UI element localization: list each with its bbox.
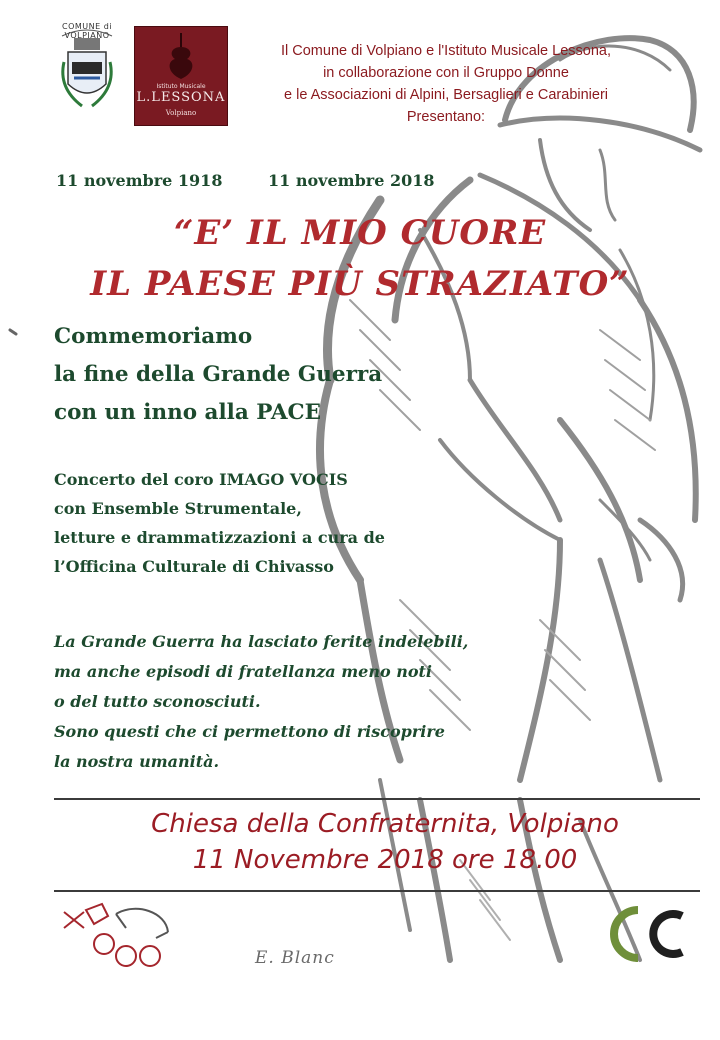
date-start: 11 novembre 1918 <box>56 171 223 190</box>
artist-signature: E. Blanc <box>255 948 335 968</box>
italic-quote <box>54 627 468 777</box>
commemoration-headline <box>54 318 382 432</box>
date-end: 11 novembre 2018 <box>268 171 435 190</box>
concert-line: con Ensemble Strumentale, <box>54 499 302 518</box>
officina-o-icon <box>614 910 638 958</box>
headline-line: con un inno alla PACE <box>54 400 322 425</box>
officina-culturale-logo <box>608 902 692 966</box>
presenters-line: Il Comune di Volpiano e l'Istituto Musicale Lessona, <box>280 43 611 59</box>
title-line-2: IL PAESE PIÙ STRAZIATO” <box>90 264 630 304</box>
divider-bottom <box>54 890 700 892</box>
concert-line: l’Officina Culturale di Chivasso <box>54 557 334 576</box>
officina-c-icon <box>653 914 682 954</box>
concert-details <box>54 465 385 581</box>
lessona-name: L.LESSONA <box>136 90 226 105</box>
volpiano-crest-logo <box>42 22 132 118</box>
headline-line: la fine della Grande Guerra <box>54 362 383 387</box>
anniversary-dates <box>56 171 434 190</box>
presenters-line: e le Associazioni di Alpini, Bersaglieri e Carabinieri <box>284 87 608 103</box>
headline-line: Commemoriamo <box>54 324 253 349</box>
quote-line: la nostra umanità. <box>54 752 220 771</box>
lessona-city: Volpiano <box>165 109 197 117</box>
quote-line: La Grande Guerra ha lasciato ferite indelebili, <box>54 632 469 651</box>
venue-datetime: 11 Novembre 2018 ore 18.00 <box>192 845 578 875</box>
divider-top <box>54 798 700 800</box>
concert-line: letture e drammatizzazioni a cura de <box>54 528 385 547</box>
alpini-bersaglieri-carabinieri-logo <box>56 898 176 978</box>
title-line-1: “E’ IL MIO CUORE <box>173 213 547 253</box>
violin-icon <box>135 27 227 87</box>
concert-line: Concerto del coro IMAGO VOCIS <box>54 470 348 489</box>
quote-line: o del tutto sconosciuti. <box>54 692 261 711</box>
presenters-line: Presentano: <box>406 109 486 125</box>
crest-caption: COMUNE di VOLPIANO <box>61 22 113 40</box>
presenters-block <box>236 40 656 128</box>
lessona-institute-logo <box>134 26 228 126</box>
venue-place: Chiesa della Confraternita, Volpiano <box>151 809 619 839</box>
quote-line: ma anche episodi di fratellanza meno noti <box>54 662 432 681</box>
venue-block <box>60 806 710 878</box>
presenters-line: in collaborazione con il Gruppo Donne <box>323 65 569 81</box>
quote-line: Sono questi che ci permettono di riscoprire <box>54 722 445 741</box>
lessona-subtitle: Istituto Musicale <box>156 83 206 90</box>
poster-title <box>0 208 720 310</box>
crossed-rifles-icon <box>64 912 84 928</box>
